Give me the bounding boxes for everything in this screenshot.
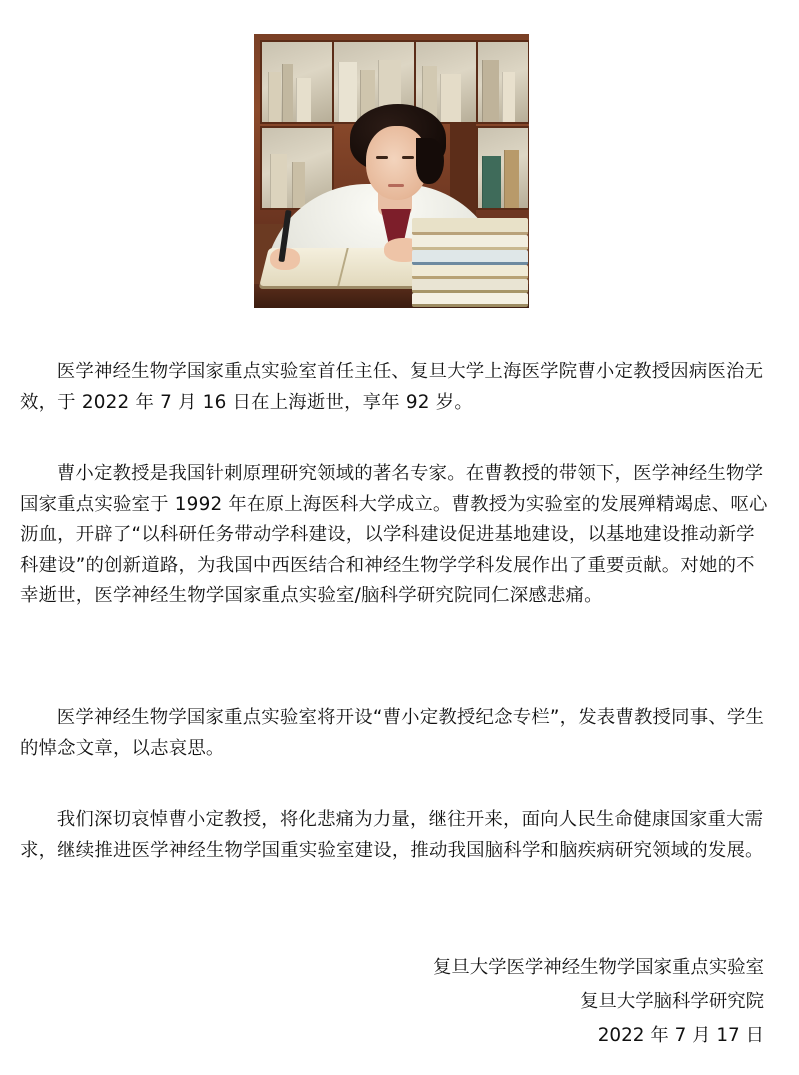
shelf-pane — [476, 40, 529, 124]
portrait-photo — [254, 34, 529, 308]
signature-date: 2022 年 7 月 17 日 — [597, 1025, 764, 1046]
paragraph-memorial-column: 医学神经生物学国家重点实验室将开设“曹小定教授纪念专栏”，发表曹教授同事、学生的悼念文章，以志哀思。 — [20, 707, 765, 759]
shelf-pane — [476, 126, 529, 210]
paragraph-announcement: 医学神经生物学国家重点实验室首任主任、复旦大学上海医学院曹小定教授因病医治无效，于 2022 年 7 月 16 日在上海逝世，享年 92 岁。 — [20, 361, 764, 413]
paragraph-biography: 曹小定教授是我国针刺原理研究领域的著名专家。在曹教授的带领下，医学神经生物学国家重点实验室于 1992 年在原上海医科大学成立。曹教授为实验室的发展殚精竭虑、呕心沥血，开辟了“以科研任务带动学科建设，以学科建设促进基地建设，以基地建设推动新学科建设”的创新道路，为我国中西医结合和神经生物学学科发展作出了重要贡献。对她的不幸逝世，医学神经生物学国家重点实验室/脑科学研究院同仁深感悲痛。 — [20, 463, 768, 606]
paragraph-condolence: 我们深切哀悼曹小定教授，将化悲痛为力量，继往开来，面向人民生命健康国家重大需求，继续推进医学神经生物学国重实验室建设，推动我国脑科学和脑疾病研究领域的发展。 — [20, 809, 764, 861]
signature-lab: 复旦大学医学神经生物学国家重点实验室 — [432, 957, 764, 978]
signature-institute: 复旦大学脑科学研究院 — [580, 991, 764, 1012]
book-stack — [412, 218, 528, 304]
shelf-pane — [260, 40, 334, 124]
